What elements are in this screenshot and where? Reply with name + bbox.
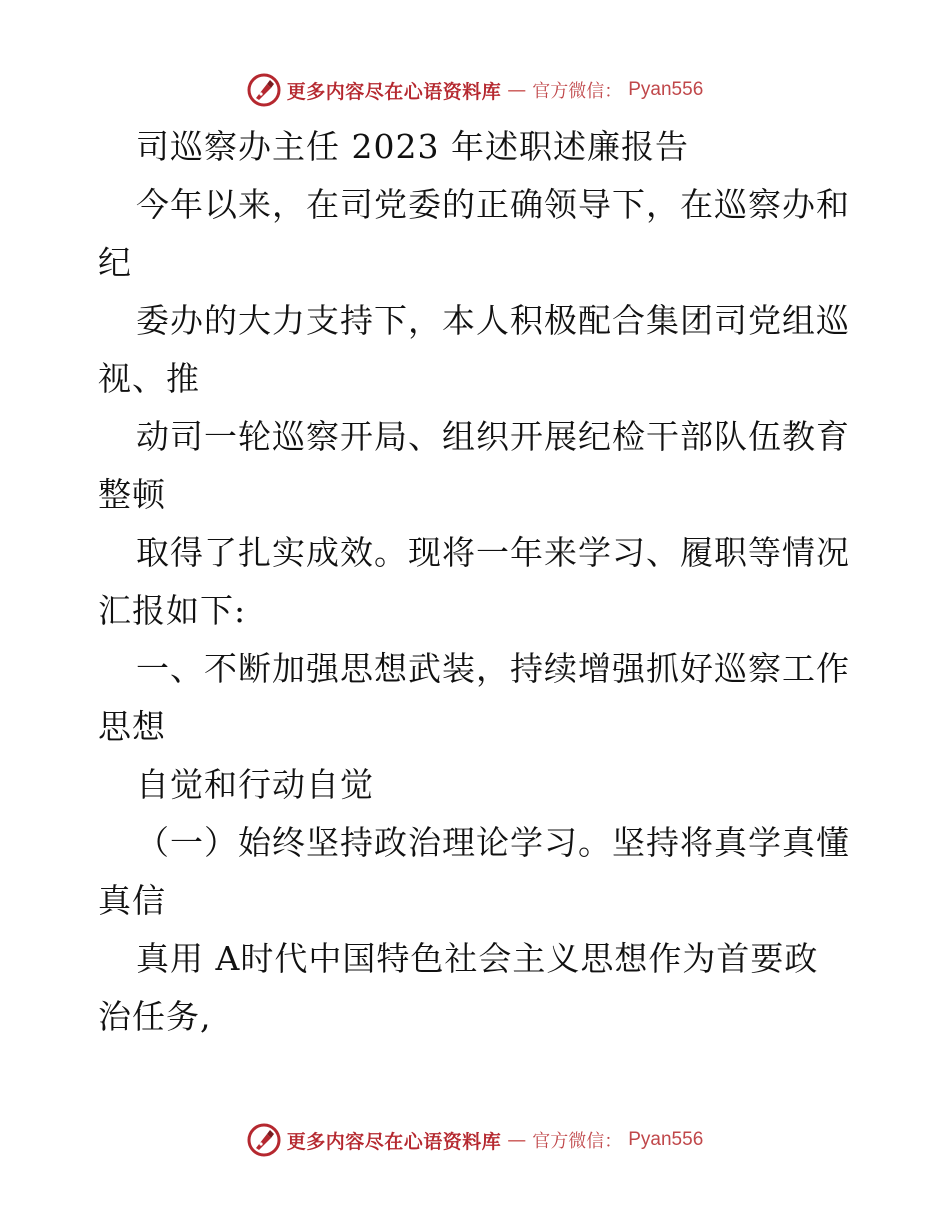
- watermark-wechat-id: Pyan556: [628, 79, 704, 100]
- text-line: 真用 A时代中国特色社会主义思想作为首要政: [136, 939, 819, 978]
- header-watermark: [0, 70, 950, 110]
- watermark-wechat-label: 官方微信：: [532, 1131, 623, 1152]
- watermark-dash: —: [507, 79, 527, 101]
- text-line: 真信: [98, 881, 166, 920]
- text-line: 今年以来，在司党委的正确领导下，在巡察办和: [136, 185, 850, 224]
- text-line: 整顿: [98, 475, 166, 514]
- watermark-text: 更多内容尽在心语资料库: [286, 80, 502, 103]
- text-line: 视、推: [98, 359, 200, 398]
- text-line: 纪: [98, 243, 132, 282]
- subsection-heading: （一）始终坚持政治理论学习。坚持将真学真懂: [136, 823, 850, 862]
- text-line: 委办的大力支持下，本人积极配合集团司党组巡: [136, 301, 850, 340]
- watermark-text: 更多内容尽在心语资料库: [286, 1130, 502, 1153]
- document-title: 司巡察办主任 2023 年述职述廉报告: [136, 127, 689, 166]
- pen-nib-logo-icon: [247, 73, 281, 107]
- document-body: [98, 118, 858, 1046]
- watermark-wechat-id: Pyan556: [628, 1129, 704, 1150]
- pen-nib-logo-icon: [247, 1123, 281, 1157]
- text-line: 取得了扎实成效。现将一年来学习、履职等情况: [136, 533, 850, 572]
- watermark-dash: —: [507, 1129, 527, 1151]
- section-heading: 一、不断加强思想武装，持续增强抓好巡察工作: [136, 649, 850, 688]
- text-line: 汇报如下:: [98, 591, 247, 630]
- text-line: 动司一轮巡察开局、组织开展纪检干部队伍教育: [136, 417, 850, 456]
- watermark-wechat-label: 官方微信：: [532, 81, 623, 102]
- text-line: 自觉和行动自觉: [136, 765, 374, 804]
- text-line: 思想: [98, 707, 166, 746]
- footer-watermark: [0, 1120, 950, 1160]
- text-line: 治任务,: [98, 997, 212, 1036]
